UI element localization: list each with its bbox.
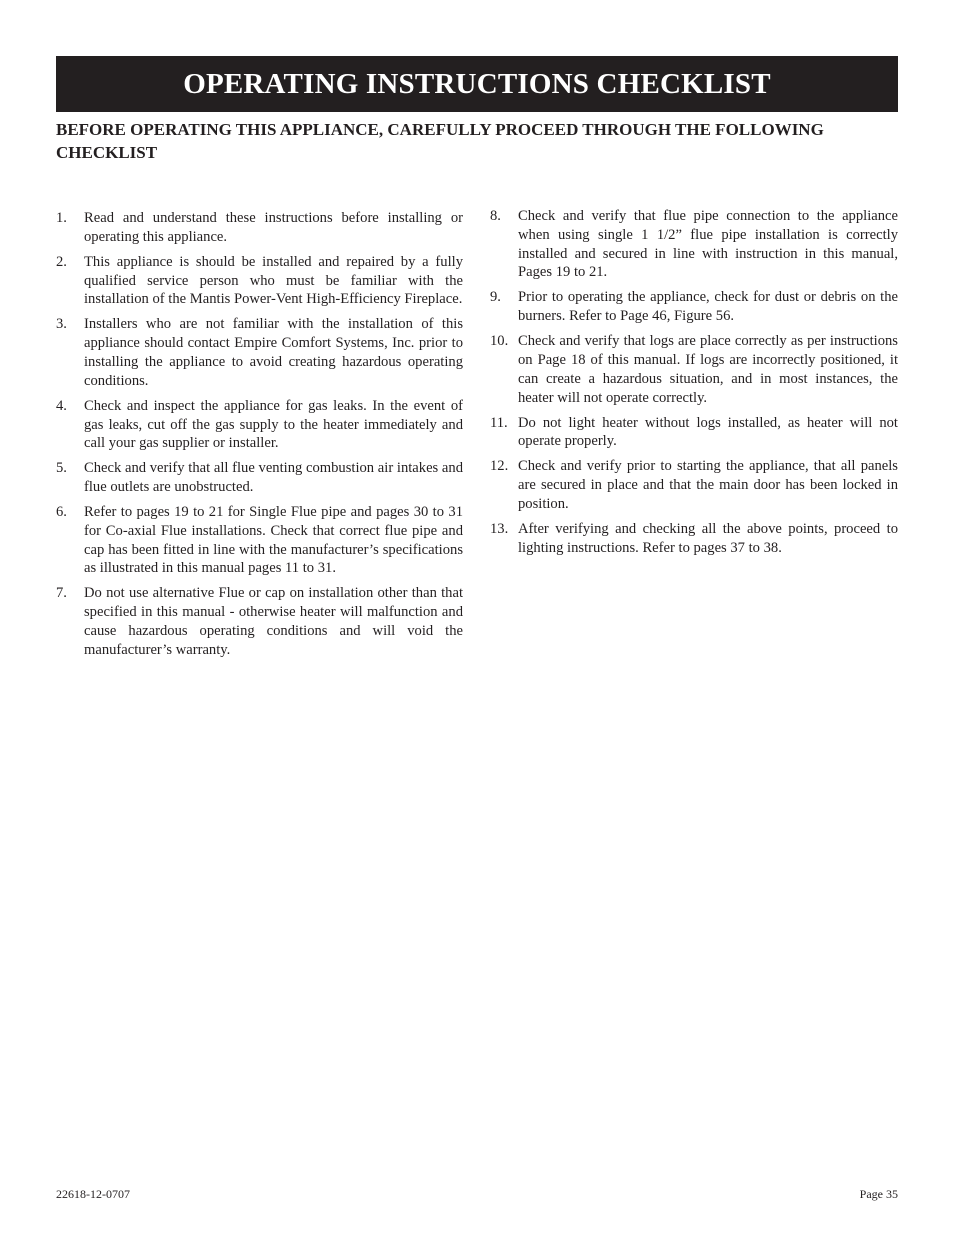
checklist-item — [56, 397, 463, 453]
checklist-item — [56, 253, 463, 309]
checklist-item — [56, 503, 463, 578]
document-number: 22618-12-0707 — [56, 1187, 130, 1201]
item-text: Check and verify that flue pipe connection to the appliance when using single 1 1/2” flue pipe installation is correctly installed and secured in line with instruction in this manual, Pages 19 to 21. — [518, 208, 898, 281]
item-text: Check and verify that logs are place correctly as per instructions on Page 18 of this manual. If logs are incorrectly positioned, it can create a hazardous situation, and in most instances, the heater will not operate correctly. — [518, 333, 898, 406]
item-text: This appliance is should be installed and repaired by a fully qualified service person who must be familiar with the installation of the Mantis Power-Vent High-Efficiency Fireplace. — [84, 253, 463, 308]
item-number: 5. — [56, 460, 67, 477]
item-number: 12. — [490, 458, 509, 475]
title-banner — [56, 56, 898, 112]
item-number: 9. — [490, 289, 501, 306]
checklist-left-column — [56, 209, 463, 666]
checklist-item — [490, 332, 898, 407]
item-text: Installers who are not familiar with the installation of this appliance should contact Empire Comfort Systems, Inc. prior to installing the appliance to avoid creating hazardous operating conditions. — [84, 316, 463, 389]
item-number: 11. — [490, 414, 508, 431]
page-title: OPERATING INSTRUCTIONS CHECKLIST — [183, 67, 771, 100]
item-text: Do not use alternative Flue or cap on installation other than that specified in this manual - otherwise heater will malfunction and cause hazardous operating conditions and will void the manufacturer’s warranty. — [84, 585, 463, 658]
checklist-item — [56, 209, 463, 247]
item-text: Check and verify prior to starting the appliance, that all panels are secured in place and that the main door has been locked in position. — [518, 458, 898, 512]
checklist-item — [56, 459, 463, 497]
item-text: Check and verify that all flue venting combustion air intakes and flue outlets are unobstructed. — [84, 460, 463, 496]
checklist-right-column — [490, 207, 898, 564]
checklist-item — [490, 288, 898, 326]
checklist-item — [490, 457, 898, 513]
item-number: 7. — [56, 585, 67, 602]
item-number: 2. — [56, 253, 67, 270]
item-text: Read and understand these instructions before installing or operating this appliance. — [84, 210, 463, 245]
checklist-item — [490, 414, 898, 452]
item-number: 6. — [56, 504, 67, 521]
item-number: 1. — [56, 210, 67, 226]
item-text: Prior to operating the appliance, check for dust or debris on the burners. Refer to Page 46, Figure 56. — [518, 289, 898, 325]
item-text: After verifying and checking all the above points, proceed to lighting instructions. Refer to pages 37 to 38. — [518, 520, 898, 556]
item-text: Do not light heater without logs installed, as heater will not operate properly. — [518, 414, 898, 450]
item-number: 8. — [490, 208, 501, 224]
item-number: 10. — [490, 333, 509, 350]
item-number: 13. — [490, 520, 509, 537]
item-text: Refer to pages 19 to 21 for Single Flue pipe and pages 30 to 31 for Co-axial Flue installations. Check that correct flue pipe and cap has been fitted in line with the manufacturer’s specifications as illustrated in this manual pages 11 to 31. — [84, 504, 463, 577]
checklist-item — [490, 207, 898, 282]
checklist-item — [490, 520, 898, 558]
checklist-subheading: BEFORE OPERATING THIS APPLIANCE, CAREFULLY PROCEED THROUGH THE FOLLOWING CHECKLIST — [56, 120, 824, 162]
item-text: Check and inspect the appliance for gas leaks. In the event of gas leaks, cut off the gas supply to the heater immediately and call your gas supplier or installer. — [84, 397, 463, 452]
item-number: 4. — [56, 397, 67, 414]
checklist-item — [56, 315, 463, 390]
checklist-item — [56, 584, 463, 659]
item-number: 3. — [56, 316, 67, 333]
page-number: Page 35 — [859, 1187, 898, 1201]
